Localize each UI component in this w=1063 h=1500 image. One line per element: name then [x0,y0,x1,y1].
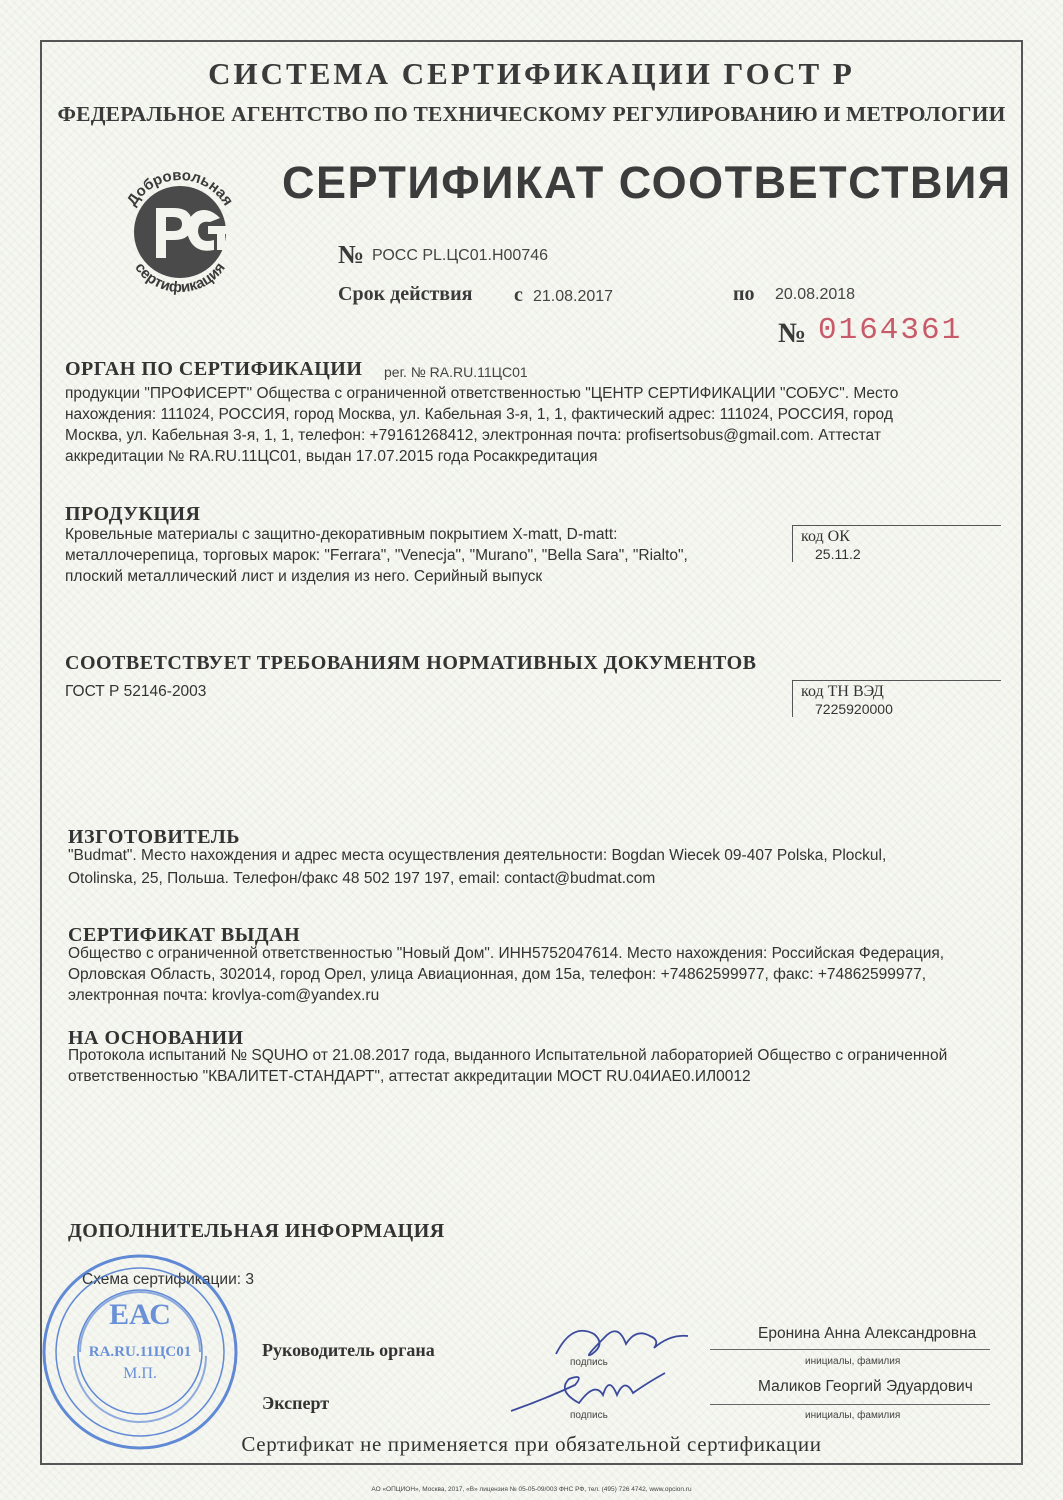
text-line: плоский металлический лист и изделия из него. Серийный выпуск [65,568,543,585]
okpd-code-box [792,525,1001,562]
head-name: Еронина Анна Александровна [758,1325,977,1342]
certificate-title: СЕРТИФИКАТ СООТВЕТСТВИЯ [282,157,1012,208]
okpd-code-label: код ОК [801,528,850,545]
okpd-code-value: 25.11.2 [815,546,861,562]
stamp-center-code: RA.RU.11ЦС01 [88,1344,192,1360]
text-line: Otolinska, 25, Польша. Телефон/факс 48 502 197 197, email: contact@budmat.com [68,870,656,887]
number-sign: № [338,240,365,269]
stamp-mp-label: М.П. [123,1365,157,1382]
logo-top-text: Добровольная [123,166,237,209]
conformity-heading: СООТВЕТСТВУЕТ ТРЕБОВАНИЯМ НОРМАТИВНЫХ ДОКУМЕНТОВ [65,652,757,674]
certification-body-stamp [40,1252,240,1452]
manufacturer-text [68,844,978,890]
expert-role-label: Эксперт [262,1393,330,1413]
issued-to-heading: СЕРТИФИКАТ ВЫДАН [68,924,301,946]
text-line: "Budmat". Место нахождения и адрес места осуществления деятельности: Bogdan Wiecek 09-407 Polska, Plockul, [68,847,887,864]
tnved-code-value: 7225920000 [815,701,893,717]
valid-from-date: 21.08.2017 [533,288,614,305]
registration-number: рег. № RA.RU.11ЦС01 [384,364,528,380]
standard-reference: ГОСТ Р 52146-2003 [65,683,207,700]
text-line: Орловская Область, 302014, город Орел, улица Авиационная, дом 15а, телефон: +74862599977, факс: +74862599977, [68,966,927,983]
certification-body-heading: ОРГАН ПО СЕРТИФИКАЦИИ [65,358,363,380]
certificate-number: РОСС PL.ЦС01.Н00746 [372,247,549,264]
eac-mark: ЕАС [109,1298,171,1331]
footer-note: Сертификат не применяется при обязательной сертификации [241,1432,822,1456]
product-text [65,524,785,587]
head-name-line [710,1349,990,1350]
name-caption: инициалы, фамилия [805,1356,901,1367]
tnved-code-label: код ТН ВЭД [801,683,884,700]
validity-label: Срок действия [338,283,473,305]
printer-imprint: АО «ОПЦИОН», Москва, 2017, «В» лицензия № 05-05-09/003 ФНС РФ, тел. (495) 726 4742, www.opcion.ru [371,1486,692,1493]
text-line: Кровельные материалы с защитно-декоративным покрытием X-matt, D-matt: [65,526,618,543]
text-line: Общество с ограниченной ответственностью "Новый Дом". ИНН5752047614. Место нахождения: Российская Федерация, [68,945,945,962]
system-heading: СИСТЕМА СЕРТИФИКАЦИИ ГОСТ Р [208,56,855,91]
basis-text [68,1045,1018,1087]
certification-scheme: Схема сертификации: 3 [82,1271,254,1288]
serial-sign: № [778,318,807,349]
expert-name-line [710,1404,990,1405]
issued-to-text [68,943,1018,1006]
manufacturer-heading: ИЗГОТОВИТЕЛЬ [68,826,240,848]
text-line: Протокола испытаний № SQUHO от 21.08.2017 года, выданного Испытательной лабораторией Общество с ограниченной [68,1047,948,1064]
name-caption: инициалы, фамилия [805,1410,901,1421]
signature-caption: подпись [570,1357,608,1368]
text-line: продукции "ПРОФИСЕРТ" Общества с ограниченной ответственностью "ЦЕНТР СЕРТИФИКАЦИИ "СОБУС". Место [65,385,899,402]
tnved-code-box [792,680,1001,717]
text-line: нахождения: 111024, РОССИЯ, город Москва, ул. Кабельная 3-я, 1, 1, фактический адрес: 111024, РОССИЯ, город [65,406,893,423]
expert-name: Маликов Георгий Эдуардович [758,1378,973,1395]
text-line: металлочерепица, торговых марок: "Ferrara", "Venecja", "Murano", "Bella Sara", "Rialto", [65,547,688,564]
serial-number: 0164361 [818,313,963,348]
signature-caption: подпись [570,1410,608,1421]
certification-body-text [65,383,965,467]
product-heading: ПРОДУКЦИЯ [65,503,201,525]
logo-bottom-text: сертификация [131,259,229,297]
validity-to-prefix: по [733,283,755,305]
agency-heading: ФЕДЕРАЛЬНОЕ АГЕНТСТВО ПО ТЕХНИЧЕСКОМУ РЕГУЛИРОВАНИЮ И МЕТРОЛОГИИ [57,102,1006,126]
valid-to-date: 20.08.2018 [775,286,856,303]
text-line: электронная почта: krovlya-com@yandex.ru [68,987,380,1004]
text-line: Москва, ул. Кабельная 3-я, 1, 1, телефон: +79161268412, электронная почта: profisertsobus@gmail.com. Аттестат [65,427,881,444]
head-role-label: Руководитель органа [262,1340,435,1360]
basis-heading: НА ОСНОВАНИИ [68,1027,244,1049]
validity-from-prefix: с [514,284,523,306]
text-line: аккредитации № RA.RU.11ЦС01, выдан 17.07.2015 года Росаккредитация [65,448,598,465]
text-line: ответственностью "КВАЛИТЕТ-СТАНДАРТ", аттестат аккредитации МОСТ RU.04ИАЕ0.ИЛ0012 [68,1068,751,1085]
additional-info-heading: ДОПОЛНИТЕЛЬНАЯ ИНФОРМАЦИЯ [68,1220,445,1242]
gost-r-voluntary-certification-logo-icon [110,160,250,300]
